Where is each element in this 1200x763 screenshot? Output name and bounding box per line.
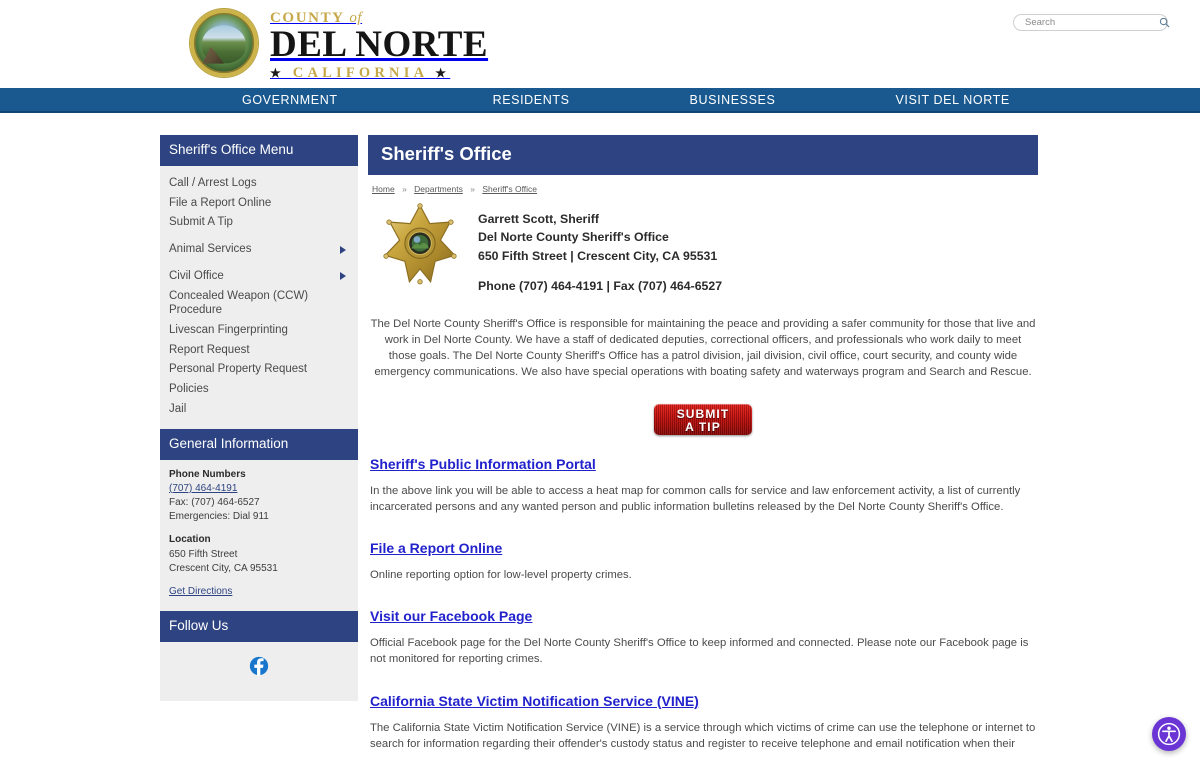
sidebar-item-label: Animal Services <box>169 243 252 256</box>
text-california-state-victim-notification-service: The California State Victim Notification Service (VINE) is a service through which victims of crime can use the telephone or internet to search for information regarding their offender's custody status and register to receive telephone and email notification when their <box>370 721 1036 750</box>
text-file-a-report-online: Online reporting option for low-level property crimes. <box>370 569 632 582</box>
site-logo-link[interactable] <box>190 6 488 81</box>
sidebar-item-label: Civil Office <box>169 269 224 282</box>
intro-paragraph: The Del Norte County Sheriff's Office is responsible for maintaining the peace and providing a safer community for those that live and work in Del Norte County. We have a staff of dedicated deputies, correctional officers, and professionals who work daily to meet those goals. The Del Norte County Sheriff's Office has a patrol division, jail division, civil office, court security, and county wide emergency communications. We also have special operations with boating safety and waterways program and Search and Rescue. <box>370 318 1036 379</box>
submit-tip-line-2: A TIP <box>685 419 721 434</box>
nav-item-visit-del-norte[interactable]: VISIT DEL NORTE <box>895 92 1010 107</box>
sidebar <box>160 135 358 763</box>
text-sheriffs-public-information-portal: In the above link you will be able to access a heat map for common calls for service and law enforcement activity, a list of currently incarcerated persons and any wanted person and public information bulletins released by the Del Norte County Sheriff's Office. <box>370 484 1021 513</box>
sheriff-address: 650 Fifth Street | Crescent City, CA 95531 <box>478 249 718 264</box>
breadcrumb-separator: » <box>402 183 407 194</box>
sheriff-office-menu-title: Sheriff's Office Menu <box>160 135 358 166</box>
facebook-icon[interactable] <box>249 656 269 676</box>
sidebar-item-concealed-weapon-ccw-procedure[interactable]: Concealed Weapon (CCW) Procedure <box>169 289 309 317</box>
brand-wordmark <box>270 6 488 81</box>
phone-fax: Fax: (707) 464-6527 <box>169 497 260 508</box>
sheriff-office-menu-list <box>160 166 358 430</box>
nav-item-businesses[interactable]: BUSINESSES <box>689 92 776 107</box>
facebook-link[interactable] <box>249 663 269 680</box>
address-line-1: 650 Fifth Street <box>169 548 238 560</box>
sidebar-item-policies[interactable]: Policies <box>169 383 209 396</box>
search-container <box>1013 14 1168 31</box>
link-visit-our-facebook-page[interactable]: Visit our Facebook Page <box>370 608 533 625</box>
sidebar-item-jail[interactable]: Jail <box>169 402 187 415</box>
sheriff-phone-line: Phone (707) 464-4191 | Fax (707) 464-6527 <box>478 278 723 293</box>
sidebar-item-livescan-fingerprinting[interactable]: Livescan Fingerprinting <box>169 324 288 337</box>
link-california-state-victim-notification-service[interactable]: California State Victim Notification Service (VINE) <box>370 692 699 709</box>
general-information-title: General Information <box>160 429 358 460</box>
content-sections <box>368 442 1038 752</box>
phone-main-link[interactable]: (707) 464-4191 <box>169 482 238 494</box>
link-sheriffs-public-information-portal[interactable]: Sheriff's Public Information Portal <box>370 455 596 472</box>
address-line-2: Crescent City, CA 95531 <box>169 562 278 574</box>
chevron-right-icon <box>340 272 346 280</box>
spacer <box>169 524 349 533</box>
follow-us-body <box>160 642 358 701</box>
search-icon[interactable] <box>1159 17 1170 28</box>
breadcrumb-item-home[interactable]: Home <box>372 183 395 194</box>
submit-tip-container <box>368 392 1038 442</box>
sidebar-item-personal-property-request[interactable]: Personal Property Request <box>169 363 308 376</box>
sheriff-office-menu-panel <box>160 135 358 429</box>
sheriff-identity-block <box>368 194 1038 293</box>
sidebar-item-animal-services[interactable] <box>160 240 358 260</box>
general-information-body <box>160 460 358 612</box>
brand-county-of: COUNTY of <box>270 10 363 26</box>
phone-main-row <box>169 482 349 496</box>
sidebar-item-civil-office[interactable] <box>160 266 358 286</box>
sheriff-star-badge-icon <box>382 204 458 284</box>
page-title: Sheriff's Office <box>368 135 1038 175</box>
breadcrumb-item-sheriffs-office[interactable]: Sheriff's Office <box>482 183 538 194</box>
sidebar-item-call-arrest-logs[interactable]: Call / Arrest Logs <box>169 177 257 189</box>
general-information-panel <box>160 429 358 611</box>
link-file-a-report-online[interactable]: File a Report Online <box>370 540 503 557</box>
brand-name: DEL NORTE <box>270 24 489 65</box>
search-box[interactable] <box>1013 14 1168 31</box>
sheriff-info-lines <box>478 204 722 266</box>
submit-tip-line-1: SUBMIT <box>676 407 730 422</box>
site-header <box>0 0 1200 88</box>
page-body <box>0 113 1200 763</box>
follow-us-title: Follow Us <box>160 611 358 642</box>
main-content <box>368 135 1038 763</box>
phone-emergency: Emergencies: Dial 911 <box>169 511 269 523</box>
sidebar-item-submit-a-tip[interactable]: Submit A Tip <box>169 216 233 229</box>
nav-item-government[interactable]: GOVERNMENT <box>242 92 338 107</box>
brand-state: ★ CALIFORNIA ★ <box>270 65 451 81</box>
text-visit-our-facebook-page: Official Facebook page for the Del Norte County Sheriff's Office to keep informed and connected. Please note our Facebook page is not monitored for reporting crimes. <box>370 637 1029 666</box>
phone-numbers-heading: Phone Numbers <box>169 468 246 480</box>
sheriff-details <box>478 204 722 293</box>
get-directions-link[interactable]: Get Directions <box>169 585 233 597</box>
breadcrumb <box>368 175 1038 194</box>
breadcrumb-separator: » <box>470 183 475 194</box>
location-heading: Location <box>169 534 211 546</box>
submit-a-tip-button[interactable] <box>654 404 752 435</box>
search-input[interactable] <box>1023 15 1159 30</box>
accessibility-widget-button[interactable] <box>1152 717 1186 751</box>
breadcrumb-item-departments[interactable]: Departments <box>414 183 463 194</box>
sheriff-agency: Del Norte County Sheriff's Office <box>478 230 669 245</box>
nav-item-residents[interactable]: RESIDENTS <box>492 92 570 107</box>
sidebar-item-report-request[interactable]: Report Request <box>169 343 250 356</box>
sheriff-name: Garrett Scott, Sheriff <box>478 211 599 226</box>
county-seal-icon <box>190 9 258 77</box>
accessibility-icon <box>1157 722 1181 746</box>
main-navigation <box>0 88 1200 113</box>
sidebar-item-file-a-report-online[interactable]: File a Report Online <box>169 196 272 209</box>
follow-us-panel <box>160 611 358 701</box>
chevron-right-icon <box>340 246 346 254</box>
